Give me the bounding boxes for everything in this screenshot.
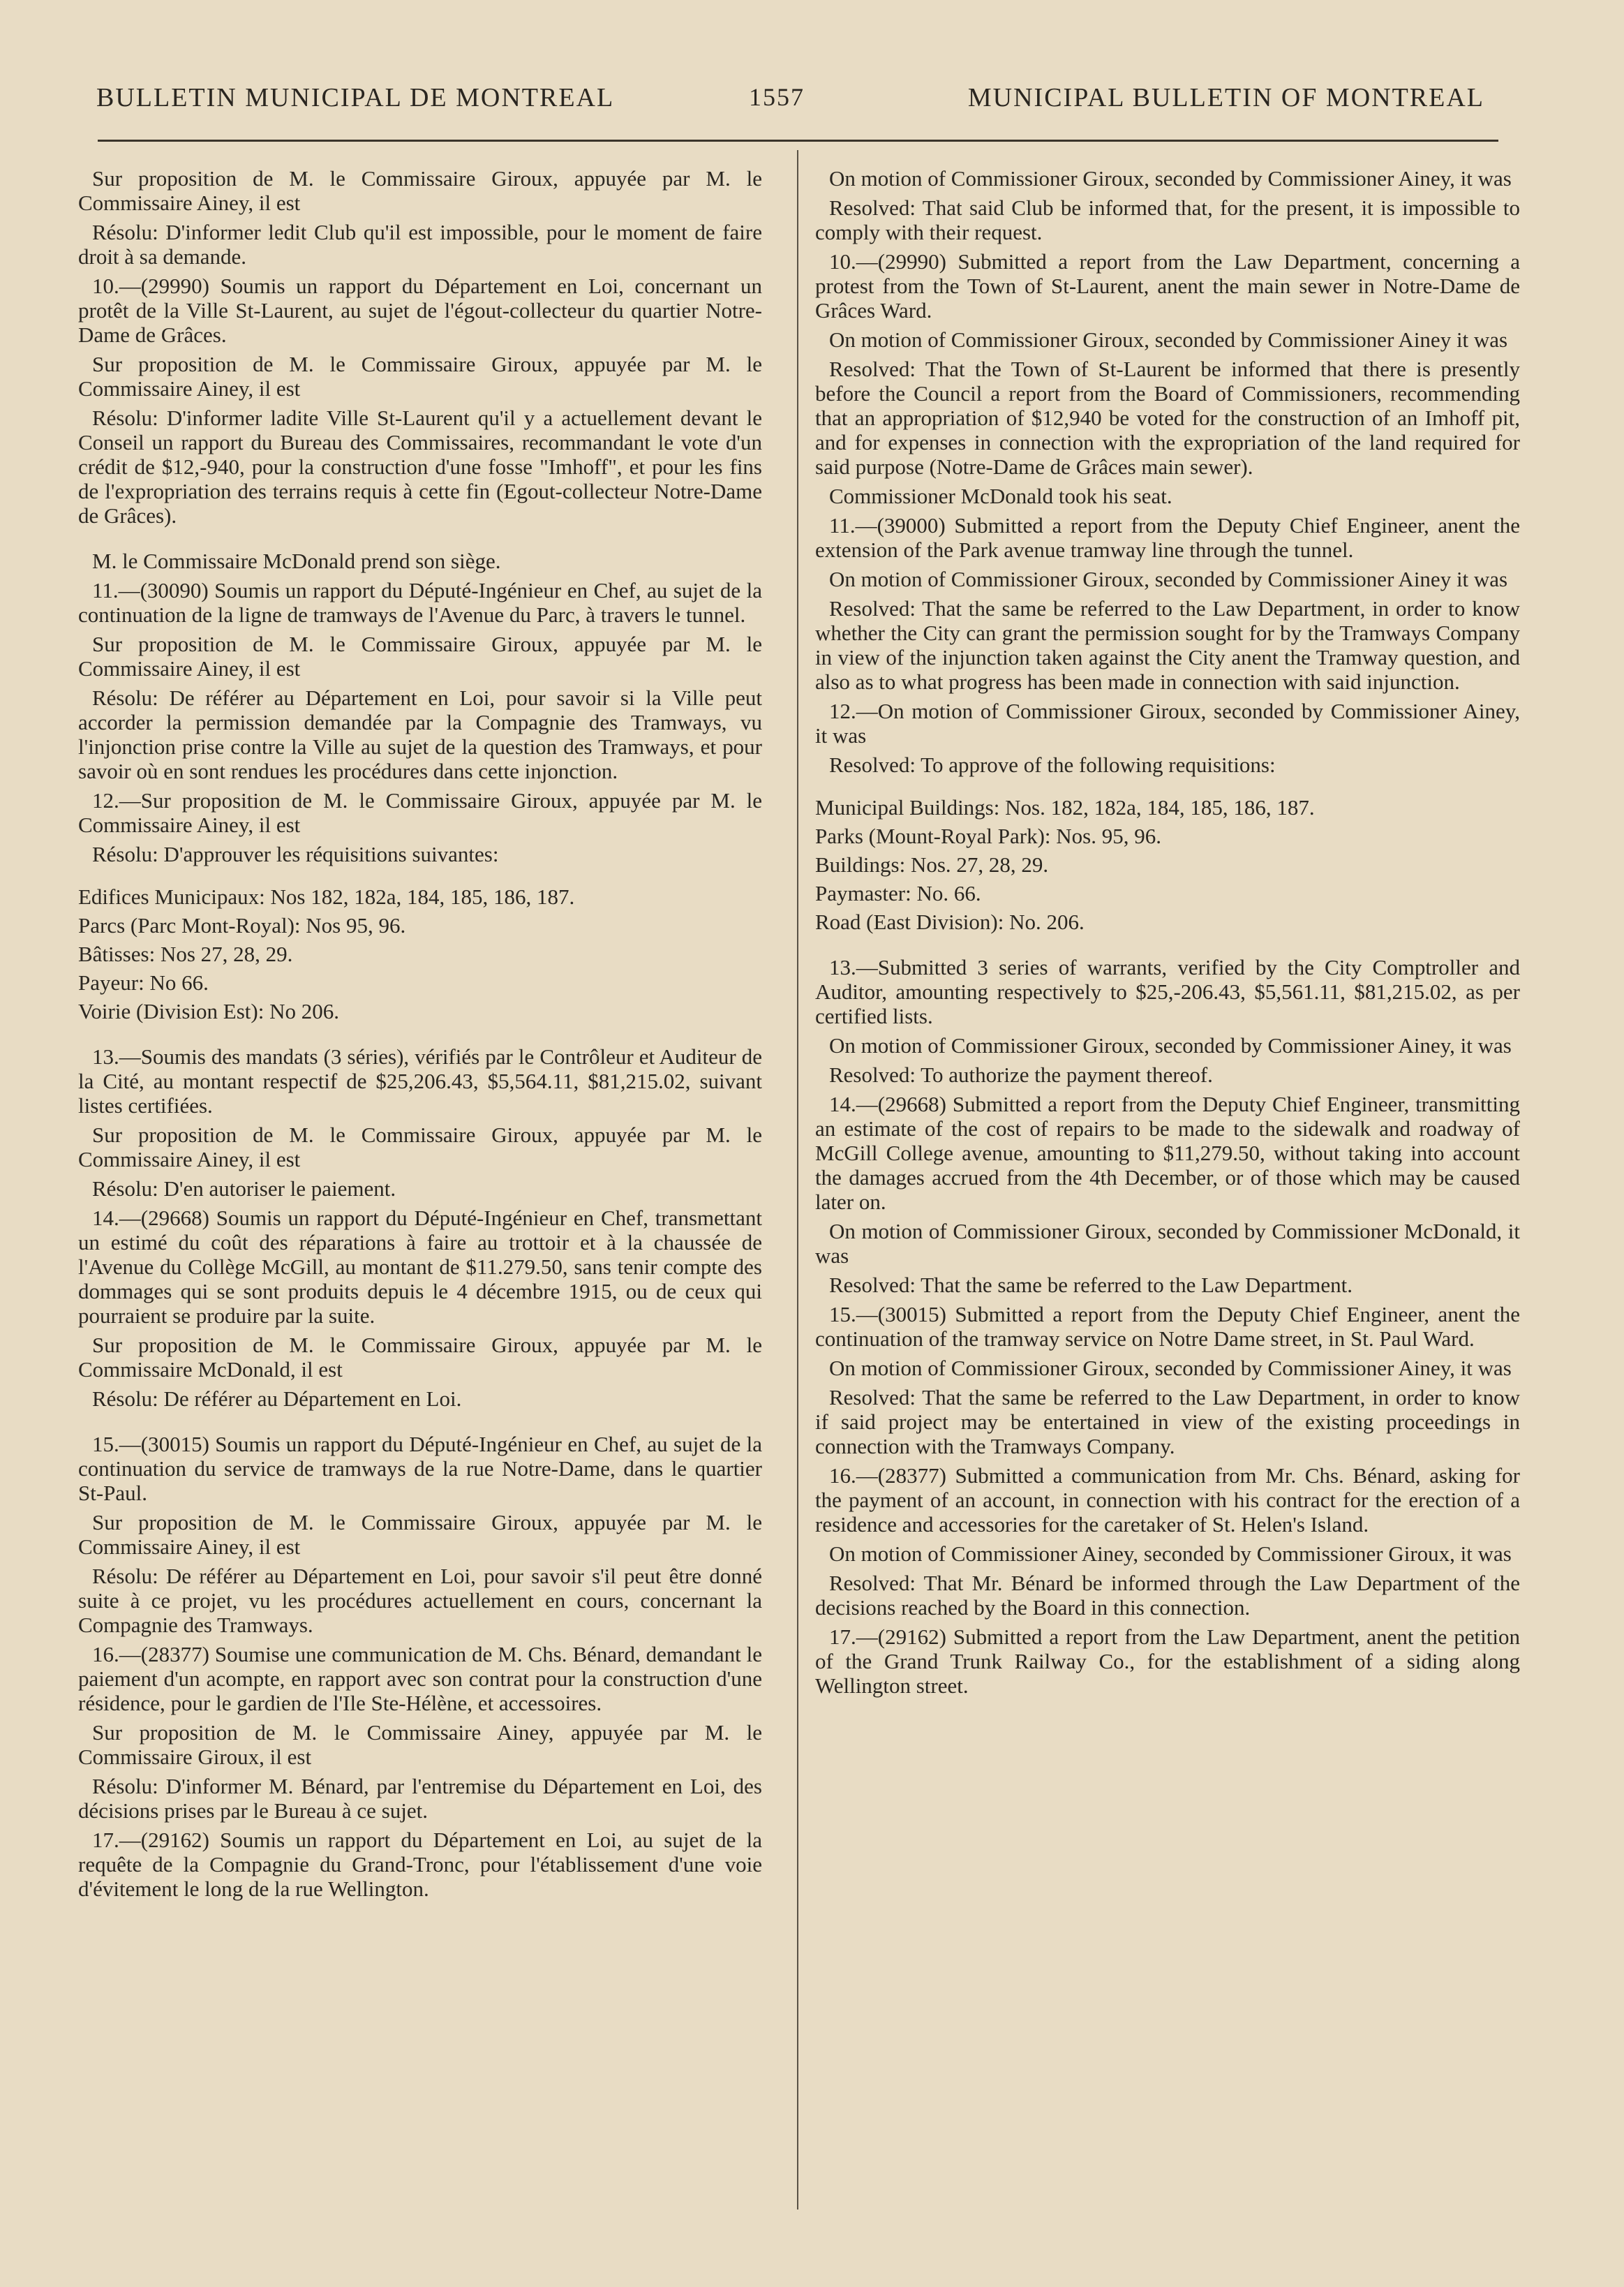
paragraph: 17.—(29162) Soumis un rapport du Département en Loi, au sujet de la requête de la Compagnie du Grand-Tronc, pour l'établissement d'une voie d'évitement le long de la rue Wellington. bbox=[78, 1828, 762, 1901]
paragraph: 16.—(28377) Submitted a communication from Mr. Chs. Bénard, asking for the payment of an account, in connection with his contract for the erection of a residence and accessories for the caretaker of St. Helen's Island. bbox=[815, 1463, 1520, 1537]
paragraph: On motion of Commissioner Giroux, seconded by Commissioner Ainey it was bbox=[829, 327, 1508, 352]
paragraph: Sur proposition de M. le Commissaire Giroux, appuyée par M. le Commissaire Ainey, il est bbox=[78, 1510, 762, 1559]
paragraph: Résolu: De référer au Département en Loi. bbox=[92, 1386, 462, 1411]
paragraph: Sur proposition de M. le Commissaire Giroux, appuyée par M. le Commissaire Ainey, il est bbox=[78, 632, 762, 681]
paragraph: 10.—(29990) Submitted a report from the Law Department, concerning a protest from the Town of St-Laurent, anent the main sewer in Notre-Dame de Grâces Ward. bbox=[815, 249, 1520, 323]
paragraph: On motion of Commissioner Giroux, seconded by Commissioner Ainey, it was bbox=[829, 1356, 1512, 1380]
paragraph: Sur proposition de M. le Commissaire Ainey, appuyée par M. le Commissaire Giroux, il est bbox=[78, 1720, 762, 1769]
requisition-item: Parcs (Parc Mont-Royal): Nos 95, 96. bbox=[78, 913, 406, 938]
paragraph: Resolved: To approve of the following requisitions: bbox=[829, 753, 1276, 777]
paragraph: 11.—(39000) Submitted a report from the Deputy Chief Engineer, anent the extension of the Park avenue tramway line through the tunnel. bbox=[815, 513, 1520, 562]
paragraph: Resolved: That the same be referred to the Law Department. bbox=[829, 1273, 1353, 1297]
paragraph: 13.—Soumis des mandats (3 séries), vérifiés par le Contrôleur et Auditeur de la Cité, au montant respectif de $25,206.43, $5,564.11, $81,215.02, suivant listes certifiées. bbox=[78, 1044, 762, 1118]
paragraph: Resolved: That Mr. Bénard be informed through the Law Department of the decisions reached by the Board in this connection. bbox=[815, 1571, 1520, 1620]
requisition-item: Road (East Division): No. 206. bbox=[815, 910, 1085, 934]
column-divider bbox=[797, 150, 798, 2210]
paragraph: Résolu: D'en autoriser le paiement. bbox=[92, 1176, 396, 1201]
paragraph: 11.—(30090) Soumis un rapport du Député-Ingénieur en Chef, au sujet de la continuation de la ligne de tramways de l'Avenue du Parc, à travers le tunnel. bbox=[78, 578, 762, 627]
paragraph: 12.—On motion of Commissioner Giroux, seconded by Commissioner Ainey, it was bbox=[815, 699, 1520, 748]
requisition-item: Payeur: No 66. bbox=[78, 970, 209, 995]
header-title-french: BULLETIN MUNICIPAL DE MONTREAL bbox=[96, 83, 615, 112]
requisition-item: Municipal Buildings: Nos. 182, 182a, 184, 185, 186, 187. bbox=[815, 795, 1315, 820]
page-number: 1557 bbox=[749, 83, 805, 111]
header-rule bbox=[98, 140, 1498, 142]
paragraph: 12.—Sur proposition de M. le Commissaire Giroux, appuyée par M. le Commissaire Ainey, il est bbox=[78, 788, 762, 837]
paragraph: 15.—(30015) Soumis un rapport du Député-Ingénieur en Chef, au sujet de la continuation du service de tramways de la rue Notre-Dame, dans le quartier St-Paul. bbox=[78, 1432, 762, 1505]
paragraph: On motion of Commissioner Giroux, seconded by Commissioner Ainey, it was bbox=[829, 166, 1512, 191]
paragraph: 14.—(29668) Soumis un rapport du Député-Ingénieur en Chef, transmettant un estimé du coût des réparations à faire au trottoir et à la chaussée de l'Avenue du Collège McGill, au montant de $11.279.50, sans tenir compte des dommages qui se sont produits depuis le 4 décembre 1915, ou de ceux qui pourraient se produire par la suite. bbox=[78, 1206, 762, 1328]
paragraph: Résolu: De référer au Département en Loi, pour savoir si la Ville peut accorder la permission demandée par la Compagnie des Tramways, vu l'injonction prise contre la Ville au sujet de la question des Tramways, et pour savoir où en sont rendues les procédures dans cette injonction. bbox=[78, 686, 762, 783]
english-column bbox=[815, 166, 1520, 1703]
paragraph: M. le Commissaire McDonald prend son siège. bbox=[92, 549, 501, 573]
paragraph: Resolved: That said Club be informed that, for the present, it is impossible to comply with their request. bbox=[815, 195, 1520, 244]
paragraph: Résolu: D'informer ledit Club qu'il est impossible, pour le moment de faire droit à sa demande. bbox=[78, 220, 762, 269]
requisition-item: Voirie (Division Est): No 206. bbox=[78, 999, 339, 1023]
page-header bbox=[89, 75, 1484, 131]
paragraph: Resolved: That the same be referred to the Law Department, in order to know whether the City can grant the permission sought for by the Tramways Company in view of the injunction taken against the City anent the Tramway question, and also as to what progress has been made in connection with said injunction. bbox=[815, 596, 1520, 694]
paragraph: Sur proposition de M. le Commissaire Giroux, appuyée par M. le Commissaire McDonald, il est bbox=[78, 1333, 762, 1382]
paragraph: On motion of Commissioner Ainey, seconded by Commissioner Giroux, it was bbox=[829, 1541, 1512, 1566]
paragraph: 13.—Submitted 3 series of warrants, verified by the City Comptroller and Auditor, amounting respectively to $25,-206.43, $5,561.11, $81,215.02, as per certified lists. bbox=[815, 955, 1520, 1028]
paragraph: Résolu: D'informer ladite Ville St-Laurent qu'il y a actuellement devant le Conseil un rapport du Bureau des Commissaires, recommandant le vote d'un crédit de $12,-940, pour la construction d'une fosse "Imhoff", et pour les fins de l'expropriation des terrains requis à cette fin (Egout-collecteur Notre-Dame de Grâces). bbox=[78, 406, 762, 528]
requisition-item: Parks (Mount-Royal Park): Nos. 95, 96. bbox=[815, 824, 1161, 848]
requisition-item: Bâtisses: Nos 27, 28, 29. bbox=[78, 942, 293, 966]
paragraph: Resolved: That the Town of St-Laurent be informed that there is presently before the Council a report from the Board of Commissioners, recommending that an appropriation of $12,940 be voted for the construction of an Imhoff pit, and for expenses in connection with the expropriation of the land required for said purpose (Notre-Dame de Grâces main sewer). bbox=[815, 357, 1520, 479]
paragraph: Résolu: De référer au Département en Loi, pour savoir s'il peut être donné suite à ce projet, vu les procédures actuellement en cours, concernant la Compagnie des Tramways. bbox=[78, 1564, 762, 1637]
paragraph: Résolu: D'approuver les réquisitions suivantes: bbox=[92, 842, 499, 866]
paragraph: 14.—(29668) Submitted a report from the Deputy Chief Engineer, transmitting an estimate of the cost of repairs to be made to the sidewalk and roadway of McGill College avenue, amounting to $11,279.50, without taking into account the damages accrued from the 4th December, or of those which may be caused later on. bbox=[815, 1092, 1520, 1214]
header-title-english: MUNICIPAL BULLETIN OF MONTREAL bbox=[967, 83, 1484, 112]
paragraph: Sur proposition de M. le Commissaire Giroux, appuyée par M. le Commissaire Ainey, il est bbox=[78, 352, 762, 401]
paragraph: Sur proposition de M. le Commissaire Giroux, appuyée par M. le Commissaire Ainey, il est bbox=[78, 166, 762, 215]
paragraph: 15.—(30015) Submitted a report from the Deputy Chief Engineer, anent the continuation of the tramway service on Notre Dame street, in St. Paul Ward. bbox=[815, 1302, 1520, 1351]
paragraph: On motion of Commissioner Giroux, seconded by Commissioner Ainey it was bbox=[829, 567, 1508, 591]
paragraph: On motion of Commissioner Giroux, seconded by Commissioner McDonald, it was bbox=[815, 1219, 1520, 1268]
paragraph: On motion of Commissioner Giroux, seconded by Commissioner Ainey, it was bbox=[829, 1033, 1512, 1058]
paragraph: 17.—(29162) Submitted a report from the Law Department, anent the petition of the Grand Trunk Railway Co., for the establishment of a siding along Wellington street. bbox=[815, 1624, 1520, 1698]
paragraph: Resolved: That the same be referred to the Law Department, in order to know if said project may be entertained in view of the existing proceedings in connection with the Tramways Company. bbox=[815, 1385, 1520, 1458]
requisition-item: Paymaster: No. 66. bbox=[815, 881, 981, 905]
french-column bbox=[78, 166, 762, 1906]
paragraph: Résolu: D'informer M. Bénard, par l'entremise du Département en Loi, des décisions prises par le Bureau à ce sujet. bbox=[78, 1774, 762, 1823]
paragraph: Commissioner McDonald took his seat. bbox=[829, 484, 1172, 508]
requisition-item: Buildings: Nos. 27, 28, 29. bbox=[815, 852, 1049, 877]
paragraph: 16.—(28377) Soumise une communication de M. Chs. Bénard, demandant le paiement d'un acompte, en rapport avec son contrat pour la construction d'une résidence, pour le gardien de l'Ile Ste-Hélène, et accessoires. bbox=[78, 1642, 762, 1715]
paragraph: 10.—(29990) Soumis un rapport du Département en Loi, concernant un protêt de la Ville St-Laurent, au sujet de l'égout-collecteur du quartier Notre-Dame de Grâces. bbox=[78, 274, 762, 347]
paragraph: Resolved: To authorize the payment thereof. bbox=[829, 1063, 1213, 1087]
paragraph: Sur proposition de M. le Commissaire Giroux, appuyée par M. le Commissaire Ainey, il est bbox=[78, 1123, 762, 1171]
requisition-item: Edifices Municipaux: Nos 182, 182a, 184, 185, 186, 187. bbox=[78, 885, 575, 909]
